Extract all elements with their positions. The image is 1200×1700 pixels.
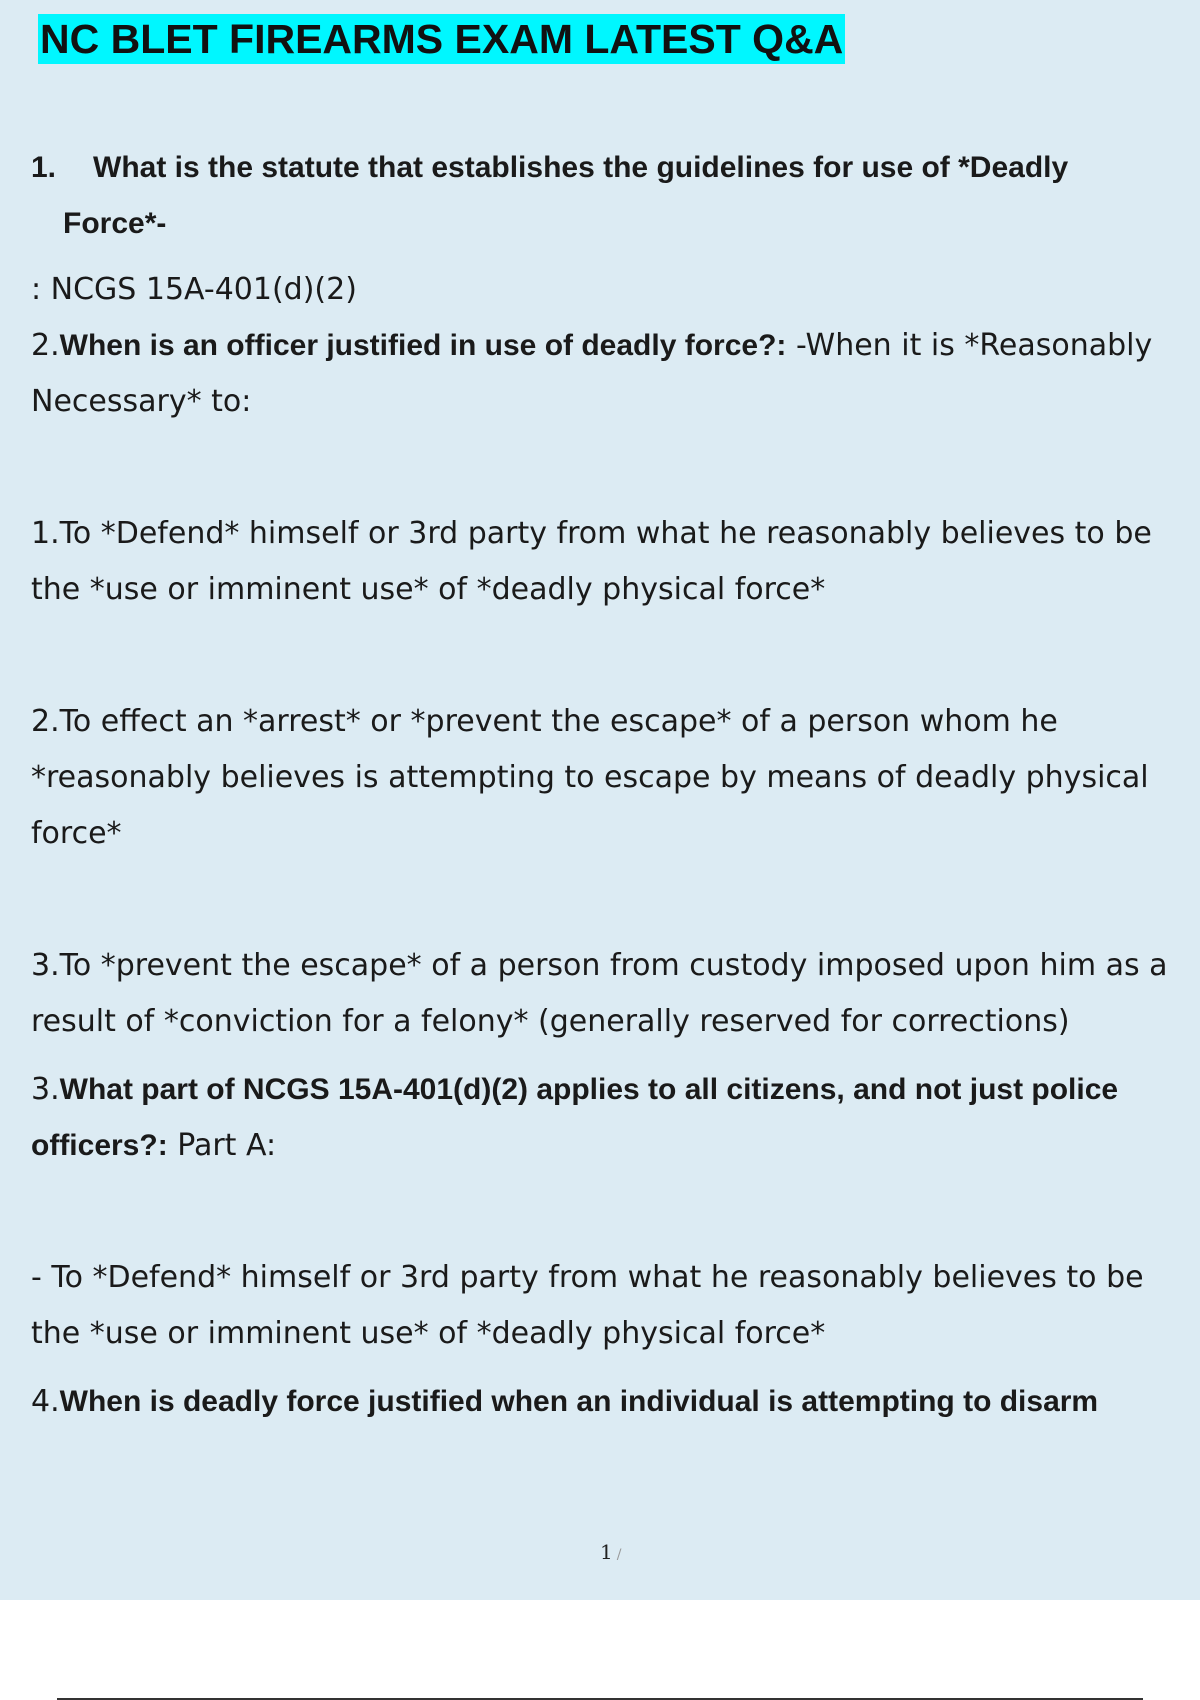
document-title: NC BLET FIREARMS EXAM LATEST Q&A bbox=[40, 16, 844, 62]
spacer bbox=[31, 1174, 1196, 1250]
page-number-separator: / bbox=[616, 1547, 622, 1563]
question-3-text: What part of NCGS 15A-401(d)(2) applies to all citizens, and not just police officers?: bbox=[31, 1073, 1119, 1162]
question-2 bbox=[31, 318, 1196, 430]
page-number-value: 1 bbox=[600, 1540, 613, 1564]
qa-content bbox=[31, 140, 1196, 1430]
question-4-text: When is deadly force justified when an individual is attempting to disarm bbox=[59, 1385, 1099, 1418]
answer-3-point: - To *Defend* himself or 3rd party from what he reasonably believes to be the *use or imminent use* of *deadly physical force* bbox=[31, 1260, 1144, 1351]
question-3 bbox=[31, 1062, 1196, 1174]
question-3-number: 3. bbox=[31, 1072, 60, 1107]
spacer bbox=[31, 862, 1196, 938]
answer-2-intro: -When it is *Reasonably Necessary* to: bbox=[31, 328, 1153, 419]
question-2-text: When is an officer justified in use of deadly force?: bbox=[59, 329, 787, 362]
question-4-number: 4. bbox=[31, 1384, 60, 1419]
question-2-number: 2. bbox=[31, 328, 60, 363]
question-1 bbox=[31, 140, 1196, 252]
spacer bbox=[31, 1050, 1196, 1062]
question-1-line-1: What is the statute that establishes the guidelines for use of *Deadly bbox=[93, 151, 1069, 184]
spacer bbox=[31, 618, 1196, 694]
answer-3-intro: Part A: bbox=[167, 1128, 277, 1163]
spacer bbox=[31, 430, 1196, 506]
answer-2-point-3: 3.To *prevent the escape* of a person from custody imposed upon him as a result of *conviction for a felony* (generally reserved for corrections) bbox=[31, 948, 1168, 1039]
question-1-number: 1. bbox=[31, 151, 57, 184]
answer-2-point-2: 2.To effect an *arrest* or *prevent the escape* of a person whom he *reasonably believes is attempting to escape by means of deadly physical force* bbox=[31, 704, 1149, 851]
question-1-text bbox=[63, 140, 1196, 252]
answer-2-point-1: 1.To *Defend* himself or 3rd party from what he reasonably believes to be the *use or imminent use* of *deadly physical force* bbox=[31, 516, 1152, 607]
answer-1: : NCGS 15A-401(d)(2) bbox=[31, 272, 357, 307]
question-4 bbox=[31, 1374, 1196, 1430]
page-number bbox=[600, 1540, 621, 1564]
question-1-line-2: Force*- bbox=[63, 207, 167, 240]
spacer bbox=[31, 1362, 1196, 1374]
